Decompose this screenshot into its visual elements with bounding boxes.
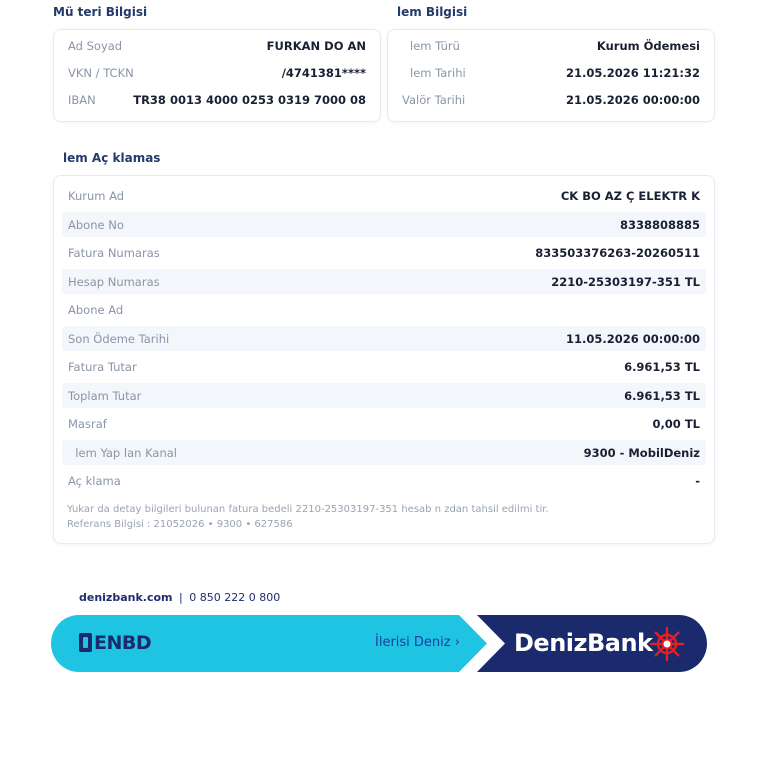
slogan: İlerisi Deniz ›	[375, 635, 460, 650]
detail-row-institution	[62, 183, 706, 208]
subscriber-no-label: Abone No	[68, 217, 124, 232]
website-link[interactable]: denizbank.com	[79, 591, 173, 604]
collection-note: Yukar da detay bilgileri bulunan fatura bedeli 2210-25303197-351 hesab n zdan tahsil edilmi tir.	[67, 504, 549, 515]
id-value: /4741381****	[281, 66, 366, 80]
fee-label: Masraf	[68, 416, 107, 431]
enbd-logo	[79, 632, 151, 654]
invoice-amount-label: Fatura Tutar	[68, 359, 137, 374]
transaction-row-value-date	[388, 89, 714, 111]
customer-row-iban	[54, 89, 380, 111]
invoice-amount-value: 6.961,53 TL	[624, 359, 700, 374]
detail-row-due-date	[62, 326, 706, 351]
fee-value: 0,00 TL	[652, 416, 700, 431]
description-label: Aç klama	[68, 473, 121, 488]
customer-row-id	[54, 62, 380, 84]
details-card	[53, 175, 715, 544]
due-date-value: 11.05.2026 00:00:00	[566, 331, 700, 346]
customer-card	[53, 29, 381, 122]
contact-line	[79, 591, 280, 604]
contact-separator: |	[179, 591, 183, 604]
subscriber-name-label: Abone Ad	[68, 302, 124, 317]
total-amount-label: Toplam Tutar	[68, 388, 142, 403]
detail-row-description	[62, 468, 706, 493]
detail-row-invoice-amount	[62, 354, 706, 379]
institution-label: Kurum Ad	[68, 188, 125, 203]
iban-value: TR38 0013 4000 0253 0319 7000 08	[133, 93, 366, 107]
detail-row-channel	[62, 440, 706, 465]
channel-label: lem Yap lan Kanal	[68, 445, 177, 460]
id-label: VKN / TCKN	[68, 66, 134, 80]
customer-section-title: Mü teri Bilgisi	[53, 5, 148, 19]
transaction-card	[387, 29, 715, 122]
due-date-label: Son Ödeme Tarihi	[68, 331, 170, 346]
value-date-value: 21.05.2026 00:00:00	[566, 93, 700, 107]
name-value: FURKAN DO AN	[266, 39, 366, 53]
details-section-title: lem Aç klamas	[63, 151, 161, 165]
detail-row-account-no	[62, 269, 706, 294]
description-value: -	[695, 473, 700, 488]
account-no-label: Hesap Numaras	[68, 274, 160, 289]
account-no-value: 2210-25303197-351 TL	[551, 274, 700, 289]
brand-banner	[51, 615, 707, 672]
value-date-label: Valör Tarihi	[402, 93, 466, 107]
detail-row-invoice-no	[62, 240, 706, 265]
invoice-no-value: 833503376263-20260511	[535, 245, 700, 260]
detail-row-subscriber-no	[62, 212, 706, 237]
type-value: Kurum Ödemesi	[596, 39, 700, 53]
transaction-row-type	[388, 35, 714, 57]
channel-value: 9300 - MobilDeniz	[583, 445, 700, 460]
invoice-no-label: Fatura Numaras	[68, 245, 160, 260]
institution-value: CK BO AZ Ç ELEKTR K	[560, 188, 700, 203]
detail-row-fee	[62, 411, 706, 436]
date-value: 21.05.2026 11:21:32	[566, 66, 700, 80]
detail-row-subscriber-name	[62, 297, 706, 322]
name-label: Ad Soyad	[68, 39, 123, 53]
iban-label: IBAN	[68, 93, 96, 107]
total-amount-value: 6.961,53 TL	[624, 388, 700, 403]
transaction-section-title: lem Bilgisi	[397, 5, 468, 19]
phone-number: 0 850 222 0 800	[189, 591, 281, 604]
detail-row-total-amount	[62, 383, 706, 408]
ship-wheel-icon	[649, 626, 685, 662]
transaction-row-date	[388, 62, 714, 84]
subscriber-no-value: 8338808885	[619, 217, 700, 232]
date-label: lem Tarihi	[410, 66, 466, 80]
denizbank-logo-text: DenizBank	[514, 629, 653, 657]
type-label: lem Türü	[410, 39, 460, 53]
customer-row-name	[54, 35, 380, 57]
enbd-logo-text: ENBD	[94, 632, 152, 654]
reference-info: Referans Bilgisi : 21052026 • 9300 • 627586	[67, 519, 293, 530]
enbd-logo-mark	[79, 633, 92, 652]
